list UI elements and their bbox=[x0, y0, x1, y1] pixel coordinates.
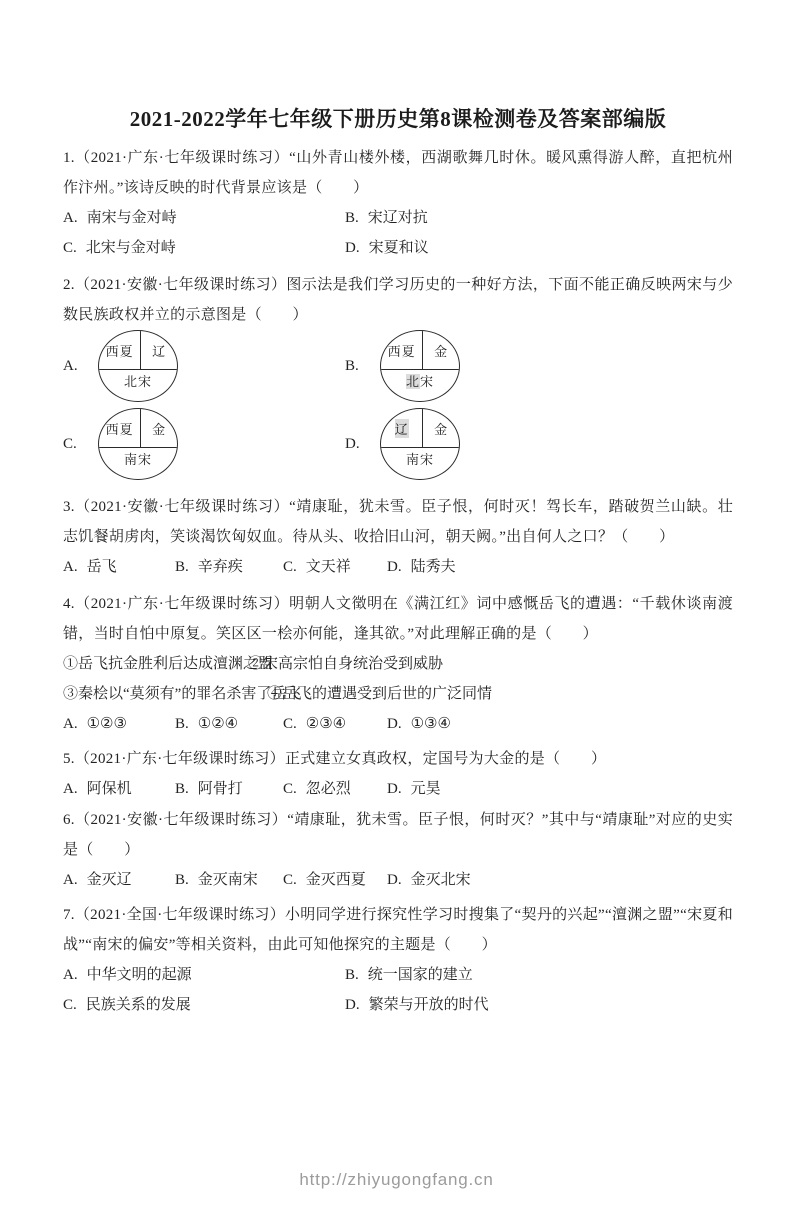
pie-top-left-label: 西夏 bbox=[99, 409, 141, 447]
option-text: 南宋与金对峙 bbox=[86, 210, 177, 226]
pie-top-right-label: 金 bbox=[434, 421, 449, 437]
question-5 bbox=[63, 744, 733, 804]
diagram-row-1 bbox=[63, 330, 733, 402]
option-label: C. bbox=[283, 559, 297, 575]
diagram-label: D. bbox=[345, 435, 360, 452]
question-7 bbox=[63, 900, 733, 1020]
option-label: C. bbox=[283, 716, 297, 732]
option-text: 金灭南宋 bbox=[197, 872, 258, 888]
question-1 bbox=[63, 143, 733, 263]
option-d bbox=[345, 990, 733, 1020]
option-text: 繁荣与开放的时代 bbox=[368, 997, 489, 1013]
option-a bbox=[63, 865, 175, 895]
question-4 bbox=[63, 589, 733, 739]
option-d bbox=[345, 233, 733, 263]
question-6 bbox=[63, 805, 733, 895]
question-4-items-row-2 bbox=[63, 679, 733, 709]
question-5-stem: 5.（2021·广东·七年级课时练习）正式建立女真政权，定国号为大金的是（ ） bbox=[63, 751, 607, 767]
option-a bbox=[63, 203, 345, 233]
question-3-options bbox=[63, 552, 733, 582]
option-label: D. bbox=[387, 559, 402, 575]
option-text: 民族关系的发展 bbox=[85, 997, 191, 1013]
option-label: A. bbox=[63, 967, 78, 983]
option-text: 宋夏和议 bbox=[368, 240, 429, 256]
question-3 bbox=[63, 492, 733, 582]
item-2: ②宋高宗怕自身统治受到威胁 bbox=[248, 656, 444, 672]
option-text: ②③④ bbox=[305, 716, 347, 732]
item-1: ①岳飞抗金胜利后达成澶渊之盟 bbox=[63, 656, 274, 672]
option-text: 陆秀夫 bbox=[410, 559, 456, 575]
option-b bbox=[345, 203, 733, 233]
option-text: 中华文明的起源 bbox=[86, 967, 192, 983]
option-b bbox=[175, 709, 283, 739]
option-b bbox=[175, 865, 283, 895]
pie-top-half bbox=[381, 409, 459, 448]
option-label: B. bbox=[345, 967, 359, 983]
diagram-option-d bbox=[345, 408, 627, 480]
pie-top-right-label: 金 bbox=[152, 421, 167, 437]
pie-bottom-label: 南宋 bbox=[123, 452, 152, 467]
question-4-options bbox=[63, 709, 733, 739]
question-7-stem: 7.（2021·全国·七年级课时练习）小明同学进行探究性学习时搜集了“契丹的兴起”“澶渊之盟”“宋夏和战”“南宋的偏安”等相关资料，由此可知他探究的主题是（ ） bbox=[63, 907, 733, 953]
pie-bottom-label: 北宋 bbox=[123, 374, 152, 389]
option-label: B. bbox=[175, 559, 189, 575]
pie-bottom-label: 南宋 bbox=[405, 452, 434, 467]
diagram-option-b bbox=[345, 330, 627, 402]
diagram-label: C. bbox=[63, 435, 77, 452]
option-label: C. bbox=[63, 997, 77, 1013]
option-a bbox=[63, 774, 175, 804]
pie-top-left-label: 西夏 bbox=[381, 331, 423, 369]
question-6-options bbox=[63, 865, 733, 895]
pie-diagram-c bbox=[98, 408, 178, 480]
document-page bbox=[0, 104, 793, 1226]
pie-top-left-highlight: 辽 bbox=[395, 419, 409, 438]
diagram-label: A. bbox=[63, 357, 78, 374]
pie-bottom-half bbox=[381, 448, 459, 479]
option-c bbox=[283, 774, 387, 804]
option-text: 文天祥 bbox=[305, 559, 351, 575]
option-label: B. bbox=[345, 210, 359, 226]
option-label: B. bbox=[175, 872, 189, 888]
option-label: A. bbox=[63, 716, 78, 732]
option-text: 北宋与金对峙 bbox=[85, 240, 176, 256]
option-b bbox=[175, 774, 283, 804]
option-d bbox=[387, 774, 733, 804]
option-label: C. bbox=[63, 240, 77, 256]
option-label: D. bbox=[345, 240, 360, 256]
diagram-option-c bbox=[63, 408, 345, 480]
option-text: 元昊 bbox=[410, 781, 441, 797]
pie-top-half bbox=[381, 331, 459, 370]
option-c bbox=[283, 865, 387, 895]
pie-top-right-label: 金 bbox=[434, 343, 449, 359]
option-text: 辛弃疾 bbox=[197, 559, 243, 575]
option-text: 金灭西夏 bbox=[305, 872, 366, 888]
option-label: D. bbox=[387, 716, 402, 732]
option-text: 岳飞 bbox=[86, 559, 117, 575]
diagram-option-a bbox=[63, 330, 345, 402]
option-a bbox=[63, 552, 175, 582]
option-b bbox=[345, 960, 733, 990]
option-label: A. bbox=[63, 559, 78, 575]
item-4: ④岳飞的遭遇受到后世的广泛同情 bbox=[267, 686, 493, 702]
option-label: B. bbox=[175, 781, 189, 797]
option-text: 忽必烈 bbox=[305, 781, 351, 797]
question-2 bbox=[63, 270, 733, 480]
option-b bbox=[175, 552, 283, 582]
pie-top-half bbox=[99, 409, 177, 448]
pie-bottom-label: 北宋 bbox=[405, 374, 435, 389]
question-4-items-row-1 bbox=[63, 649, 733, 679]
question-4-stem: 4.（2021·广东·七年级课时练习）明朝人文徵明在《满江红》词中感慨岳飞的遭遇：“千载休谈南渡错，当时自怕中原复。笑区区一桧亦何能，逢其欲。”对此理解正确的是（ ） bbox=[63, 596, 733, 642]
option-label: D. bbox=[387, 872, 402, 888]
question-7-options bbox=[63, 960, 733, 1020]
question-3-stem: 3.（2021·安徽·七年级课时练习）“靖康耻，犹未雪。臣子恨，何时灭！驾长车，踏破贺兰山缺。壮志饥餐胡虏肉，笑谈渴饮匈奴血。待从头、收拾旧山河，朝天阙。”出自何人之口？（ ） bbox=[63, 499, 733, 545]
option-text: ①②③ bbox=[86, 716, 127, 732]
option-c bbox=[283, 709, 387, 739]
option-label: D. bbox=[387, 781, 402, 797]
question-1-options bbox=[63, 203, 733, 263]
option-label: A. bbox=[63, 210, 78, 226]
option-d bbox=[387, 552, 733, 582]
option-text: 阿保机 bbox=[86, 781, 132, 797]
diagram-row-2 bbox=[63, 408, 733, 480]
pie-diagram-d bbox=[380, 408, 460, 480]
option-label: A. bbox=[63, 872, 78, 888]
option-label: C. bbox=[283, 781, 297, 797]
option-label: C. bbox=[283, 872, 297, 888]
pie-top-left-label: 西夏 bbox=[99, 331, 141, 369]
option-text: 宋辽对抗 bbox=[367, 210, 428, 226]
option-a bbox=[63, 960, 345, 990]
option-text: 阿骨打 bbox=[197, 781, 243, 797]
option-c bbox=[63, 233, 345, 263]
diagram-label: B. bbox=[345, 357, 359, 374]
pie-bottom-half bbox=[99, 448, 177, 479]
question-5-options bbox=[63, 774, 733, 804]
pie-top-left-label bbox=[381, 409, 423, 447]
option-label: D. bbox=[345, 997, 360, 1013]
question-1-stem: 1.（2021·广东·七年级课时练习）“山外青山楼外楼，西湖歌舞几时休。暖风熏得游人醉，直把杭州作汴州。”该诗反映的时代背景应该是（ ） bbox=[63, 150, 733, 196]
item-3: ③秦桧以“莫须有”的罪名杀害了岳飞 bbox=[63, 686, 302, 702]
option-d bbox=[387, 865, 733, 895]
option-c bbox=[63, 990, 345, 1020]
option-text: ①③④ bbox=[410, 716, 451, 732]
pie-diagram-a bbox=[98, 330, 178, 402]
question-2-stem: 2.（2021·安徽·七年级课时练习）图示法是我们学习历史的一种好方法，下面不能正确反映两宋与少数民族政权并立的示意图是（ ） bbox=[63, 277, 733, 323]
option-text: 金灭北宋 bbox=[410, 872, 471, 888]
pie-top-right-label: 辽 bbox=[152, 343, 167, 359]
option-text: 统一国家的建立 bbox=[367, 967, 473, 983]
option-text: 金灭辽 bbox=[86, 872, 132, 888]
option-a bbox=[63, 709, 175, 739]
pie-diagram-b bbox=[380, 330, 460, 402]
pie-bottom-half bbox=[99, 370, 177, 401]
option-label: A. bbox=[63, 781, 78, 797]
pie-bottom-half bbox=[381, 370, 459, 401]
option-d bbox=[387, 709, 733, 739]
pie-top-half bbox=[99, 331, 177, 370]
option-text: ①②④ bbox=[197, 716, 239, 732]
page-title: 2021-2022学年七年级下册历史第8课检测卷及答案部编版 bbox=[129, 107, 667, 131]
option-c bbox=[283, 552, 387, 582]
option-label: B. bbox=[175, 716, 189, 732]
question-6-stem: 6.（2021·安徽·七年级课时练习）“靖康耻，犹未雪。臣子恨，何时灭？”其中与“靖康耻”对应的史实是（ ） bbox=[63, 812, 733, 858]
footer-url: http://zhiyugongfang.cn bbox=[299, 1170, 494, 1189]
